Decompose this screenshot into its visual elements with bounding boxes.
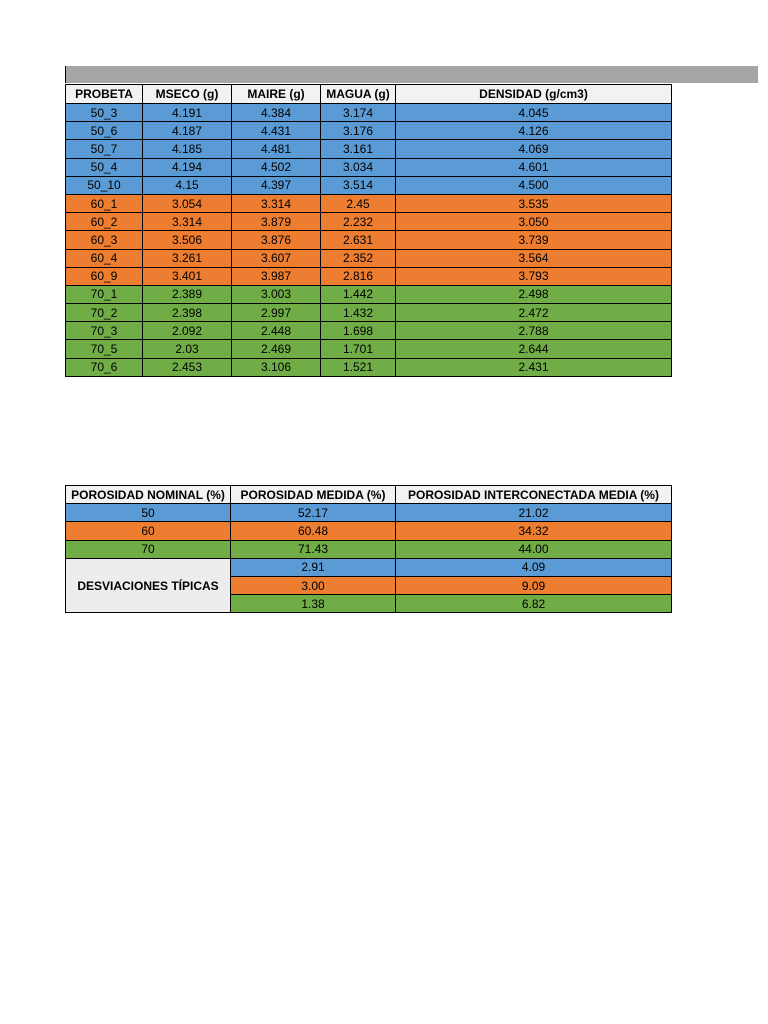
cell-probeta[interactable]: 60_9 bbox=[66, 267, 143, 285]
header-densidad[interactable]: DENSIDAD (g/cm3) bbox=[396, 85, 672, 104]
cell-probeta[interactable]: 70_2 bbox=[66, 304, 143, 322]
cell-densidad[interactable]: 2.498 bbox=[396, 285, 672, 303]
cell-magua[interactable]: 1.521 bbox=[321, 358, 396, 376]
cell-maire[interactable]: 3.314 bbox=[232, 194, 321, 212]
cell-mseco[interactable]: 3.506 bbox=[143, 231, 232, 249]
cell-mseco[interactable]: 3.261 bbox=[143, 249, 232, 267]
table-row bbox=[66, 340, 672, 358]
cell-maire[interactable]: 3.987 bbox=[232, 267, 321, 285]
cell-mseco[interactable]: 3.314 bbox=[143, 213, 232, 231]
header-porosidad-nominal[interactable]: POROSIDAD NOMINAL (%) bbox=[66, 486, 231, 504]
sheet-header-bar bbox=[65, 66, 758, 83]
cell-porosidad-interconectada[interactable]: 44.00 bbox=[396, 540, 672, 558]
header-magua[interactable]: MAGUA (g) bbox=[321, 85, 396, 104]
cell-deviation-porosidad-interconectada[interactable]: 6.82 bbox=[396, 595, 672, 613]
header-porosidad-interconectada[interactable]: POROSIDAD INTERCONECTADA MEDIA (%) bbox=[396, 486, 672, 504]
cell-porosidad-nominal[interactable]: 60 bbox=[66, 522, 231, 540]
cell-mseco[interactable]: 4.191 bbox=[143, 104, 232, 122]
cell-probeta[interactable]: 60_3 bbox=[66, 231, 143, 249]
cell-probeta[interactable]: 70_5 bbox=[66, 340, 143, 358]
cell-deviation-porosidad-medida[interactable]: 3.00 bbox=[231, 576, 396, 594]
summary-header-row bbox=[66, 486, 672, 504]
cell-magua[interactable]: 2.816 bbox=[321, 267, 396, 285]
cell-magua[interactable]: 2.631 bbox=[321, 231, 396, 249]
cell-maire[interactable]: 4.502 bbox=[232, 158, 321, 176]
table-row bbox=[66, 249, 672, 267]
cell-probeta[interactable]: 60_2 bbox=[66, 213, 143, 231]
specimen-table-header-row bbox=[66, 85, 672, 104]
cell-probeta[interactable]: 50_6 bbox=[66, 122, 143, 140]
cell-maire[interactable]: 4.384 bbox=[232, 104, 321, 122]
cell-densidad[interactable]: 4.126 bbox=[396, 122, 672, 140]
table-row bbox=[66, 194, 672, 212]
cell-magua[interactable]: 2.232 bbox=[321, 213, 396, 231]
cell-probeta[interactable]: 50_10 bbox=[66, 176, 143, 194]
cell-magua[interactable]: 3.174 bbox=[321, 104, 396, 122]
cell-deviation-porosidad-medida[interactable]: 2.91 bbox=[231, 558, 396, 576]
cell-mseco[interactable]: 4.15 bbox=[143, 176, 232, 194]
cell-mseco[interactable]: 4.185 bbox=[143, 140, 232, 158]
cell-magua[interactable]: 1.701 bbox=[321, 340, 396, 358]
cell-densidad[interactable]: 4.500 bbox=[396, 176, 672, 194]
cell-mseco[interactable]: 2.389 bbox=[143, 285, 232, 303]
cell-probeta[interactable]: 70_3 bbox=[66, 322, 143, 340]
cell-mseco[interactable]: 2.092 bbox=[143, 322, 232, 340]
summary-row bbox=[66, 504, 672, 522]
cell-densidad[interactable]: 3.793 bbox=[396, 267, 672, 285]
cell-densidad[interactable]: 4.601 bbox=[396, 158, 672, 176]
cell-porosidad-nominal[interactable]: 70 bbox=[66, 540, 231, 558]
cell-maire[interactable]: 4.481 bbox=[232, 140, 321, 158]
cell-magua[interactable]: 1.432 bbox=[321, 304, 396, 322]
cell-magua[interactable]: 3.034 bbox=[321, 158, 396, 176]
cell-deviation-porosidad-medida[interactable]: 1.38 bbox=[231, 595, 396, 613]
table-row bbox=[66, 267, 672, 285]
cell-maire[interactable]: 4.431 bbox=[232, 122, 321, 140]
summary-row bbox=[66, 522, 672, 540]
cell-maire[interactable]: 4.397 bbox=[232, 176, 321, 194]
cell-mseco[interactable]: 4.187 bbox=[143, 122, 232, 140]
cell-maire[interactable]: 3.876 bbox=[232, 231, 321, 249]
cell-porosidad-medida[interactable]: 71.43 bbox=[231, 540, 396, 558]
cell-densidad[interactable]: 3.564 bbox=[396, 249, 672, 267]
cell-deviation-porosidad-interconectada[interactable]: 4.09 bbox=[396, 558, 672, 576]
cell-maire[interactable]: 3.106 bbox=[232, 358, 321, 376]
cell-maire[interactable]: 3.003 bbox=[232, 285, 321, 303]
cell-probeta[interactable]: 60_4 bbox=[66, 249, 143, 267]
cell-probeta[interactable]: 50_7 bbox=[66, 140, 143, 158]
cell-densidad[interactable]: 2.644 bbox=[396, 340, 672, 358]
cell-porosidad-interconectada[interactable]: 21.02 bbox=[396, 504, 672, 522]
cell-mseco[interactable]: 3.401 bbox=[143, 267, 232, 285]
porosity-summary-table bbox=[65, 485, 672, 613]
cell-densidad[interactable]: 2.472 bbox=[396, 304, 672, 322]
cell-probeta[interactable]: 70_1 bbox=[66, 285, 143, 303]
cell-mseco[interactable]: 2.398 bbox=[143, 304, 232, 322]
cell-densidad[interactable]: 2.788 bbox=[396, 322, 672, 340]
cell-maire[interactable]: 2.448 bbox=[232, 322, 321, 340]
cell-magua[interactable]: 1.442 bbox=[321, 285, 396, 303]
cell-densidad[interactable]: 3.739 bbox=[396, 231, 672, 249]
cell-probeta[interactable]: 70_6 bbox=[66, 358, 143, 376]
cell-probeta[interactable]: 50_4 bbox=[66, 158, 143, 176]
table-row bbox=[66, 231, 672, 249]
cell-magua[interactable]: 1.698 bbox=[321, 322, 396, 340]
table-row bbox=[66, 176, 672, 194]
cell-maire[interactable]: 2.997 bbox=[232, 304, 321, 322]
cell-maire[interactable]: 2.469 bbox=[232, 340, 321, 358]
cell-densidad[interactable]: 4.069 bbox=[396, 140, 672, 158]
cell-deviation-porosidad-interconectada[interactable]: 9.09 bbox=[396, 576, 672, 594]
deviation-label[interactable]: DESVIACIONES TÍPICAS bbox=[66, 558, 231, 613]
cell-maire[interactable]: 3.607 bbox=[232, 249, 321, 267]
cell-densidad[interactable]: 2.431 bbox=[396, 358, 672, 376]
cell-porosidad-interconectada[interactable]: 34.32 bbox=[396, 522, 672, 540]
cell-magua[interactable]: 3.176 bbox=[321, 122, 396, 140]
cell-magua[interactable]: 2.352 bbox=[321, 249, 396, 267]
header-maire[interactable]: MAIRE (g) bbox=[232, 85, 321, 104]
header-porosidad-medida[interactable]: POROSIDAD MEDIDA (%) bbox=[231, 486, 396, 504]
table-row bbox=[66, 104, 672, 122]
cell-densidad[interactable]: 3.050 bbox=[396, 213, 672, 231]
cell-mseco[interactable]: 2.03 bbox=[143, 340, 232, 358]
cell-magua[interactable]: 3.161 bbox=[321, 140, 396, 158]
cell-densidad[interactable]: 4.045 bbox=[396, 104, 672, 122]
cell-magua[interactable]: 2.45 bbox=[321, 194, 396, 212]
cell-mseco[interactable]: 2.453 bbox=[143, 358, 232, 376]
header-probeta[interactable]: PROBETA bbox=[66, 85, 143, 104]
table-row bbox=[66, 158, 672, 176]
table-row bbox=[66, 358, 672, 376]
summary-row bbox=[66, 540, 672, 558]
cell-magua[interactable]: 3.514 bbox=[321, 176, 396, 194]
specimen-table bbox=[65, 84, 672, 377]
cell-densidad[interactable]: 3.535 bbox=[396, 194, 672, 212]
table-row bbox=[66, 285, 672, 303]
table-row bbox=[66, 304, 672, 322]
cell-mseco[interactable]: 3.054 bbox=[143, 194, 232, 212]
table-row bbox=[66, 213, 672, 231]
deviation-row bbox=[66, 558, 672, 576]
table-row bbox=[66, 122, 672, 140]
cell-mseco[interactable]: 4.194 bbox=[143, 158, 232, 176]
cell-porosidad-medida[interactable]: 60.48 bbox=[231, 522, 396, 540]
table-row bbox=[66, 140, 672, 158]
table-row bbox=[66, 322, 672, 340]
cell-probeta[interactable]: 60_1 bbox=[66, 194, 143, 212]
header-mseco[interactable]: MSECO (g) bbox=[143, 85, 232, 104]
cell-porosidad-medida[interactable]: 52.17 bbox=[231, 504, 396, 522]
cell-maire[interactable]: 3.879 bbox=[232, 213, 321, 231]
cell-probeta[interactable]: 50_3 bbox=[66, 104, 143, 122]
cell-porosidad-nominal[interactable]: 50 bbox=[66, 504, 231, 522]
